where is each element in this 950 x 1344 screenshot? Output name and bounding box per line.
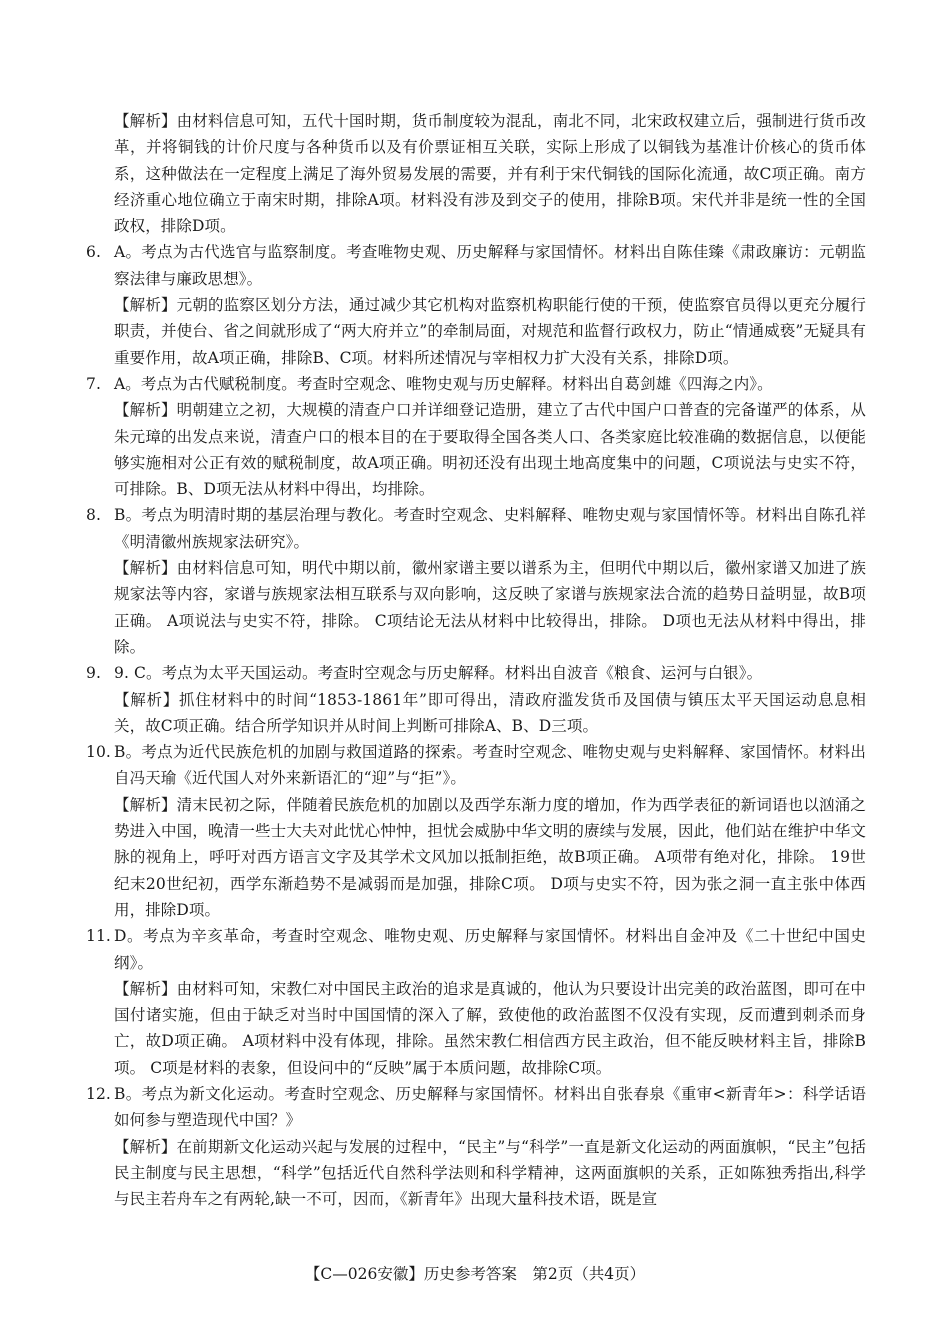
item-number: 11. [86, 927, 111, 946]
analysis-text: 【解析】由材料信息可知，明代中期以前，徽州家谱主要以谱系为主，但明代中期以后，徽州家谱又加进了族规家法等内容，家谱与族规家法相互联系与双向影响，这反映了家谱与族规家法合流的趋势日益明显，故B项正确。 A项说法与史实不符，排除。 C项结论无法从材料中比较得出，排除。 D项也无法从材料中得出，排除。 [114, 559, 866, 656]
answer-item-7 [86, 371, 866, 502]
analysis-text: 【解析】清末民初之际，伴随着民族危机的加剧以及西学东渐力度的增加，作为西学表征的新词语也以汹涌之势进入中国，晚清一些士大夫对此忧心忡忡，担忧会威胁中华文明的赓续与发展，因此，他们站在维护中华文脉的视角上，呼吁对西方语言文字及其学术文风加以抵制拒绝，故B项正确。 A项带有绝对化，排除。 19世纪末20世纪初，西学东渐趋势不是减弱而是加强，排除C项。 D项与史实不符，因为张之洞一直主张中体西用，排除D项。 [114, 795, 866, 919]
analysis-text: 【解析】抓住材料中的时间“1853-1861年”即可得出，清政府滥发货币及国债与镇压太平天国运动息息相关，故C项正确。结合所学知识并从时间上判断可排除A、B、D三项。 [114, 690, 866, 735]
item-number: 6. [86, 243, 101, 262]
answer-text: A。考点为古代赋税制度。考查时空观念、唯物史观与历史解释。材料出自葛剑雄《四海之内》。 [114, 374, 773, 393]
answer-text: B。考点为明清时期的基层治理与教化。考查时空观念、史料解释、唯物史观与家国情怀等。材料出自陈孔祥《明清徽州族规家法研究》。 [114, 506, 866, 551]
answer-item-12 [86, 1081, 866, 1212]
answer-content [86, 108, 866, 1212]
answer-text: D。考点为辛亥革命，考查时空观念、唯物史观、历史解释与家国情怀。材料出自金冲及《二十世纪中国史纲》。 [114, 927, 866, 972]
answer-item-11 [86, 923, 866, 1081]
answer-item-10 [86, 739, 866, 923]
answer-item-9 [86, 660, 866, 739]
item-number: 10. [86, 743, 111, 762]
item-number: 8. [86, 506, 101, 525]
analysis-text: 【解析】在前期新文化运动兴起与发展的过程中，“民主”与“科学”一直是新文化运动的两面旗帜，“民主”包括民主制度与民主思想，“科学”包括近代自然科学法则和科学精神，这两面旗帜的关系，正如陈独秀指出,科学与民主若舟车之有两轮,缺一不可，因而，《新青年》出现大量科技术语，既是宣 [114, 1137, 866, 1209]
analysis-item-5: 【解析】由材料信息可知，五代十国时期，货币制度较为混乱，南北不同，北宋政权建立后，强制进行货币改革，并将铜钱的计价尺度与各种货币以及有价票证相互关联，实际上形成了以铜钱为基准计价核心的货币体系，这种做法在一定程度上满足了海外贸易发展的需要，并有利于宋代铜钱的国际化流通，故C项正确。南方经济重心地位确立于南宋时期，排除A项。材料没有涉及到交子的使用，排除B项。宋代并非是统一性的全国政权，排除D项。 [114, 112, 866, 236]
answer-item-8 [86, 502, 866, 660]
answer-text: 9. C。考点为太平天国运动。考查时空观念与历史解释。材料出自波音《粮食、运河与白银》。 [114, 664, 763, 683]
answer-text: B。考点为新文化运动。考查时空观念、历史解释与家国情怀。材料出自张春泉《重审<新青年>：科学话语如何参与塑造现代中国？》 [114, 1084, 866, 1130]
item-number: 7. [86, 374, 101, 393]
item-number: 9. [86, 664, 101, 683]
analysis-text: 【解析】元朝的监察区划分方法，通过减少其它机构对监察机构职能行使的干预，使监察官员得以更充分履行职责，并使台、省之间就形成了“两大府并立”的牵制局面，对规范和监督行政权力，防止“情通威亵”无疑具有重要作用，故A项正确，排除B、C项。材料所述情况与宰相权力扩大没有关系，排除D项。 [114, 296, 866, 367]
analysis-text: 【解析】由材料可知，宋教仁对中国民主政治的追求是真诚的，他认为只要设计出完美的政治蓝图，即可在中国付诸实施，但由于缺乏对当时中国国情的深入了解，致使他的政治蓝图不仅没有实现，反而遭到刺杀而身亡，故D项正确。 A项材料中没有体现，排除。虽然宋教仁相信西方民主政治，但不能反映材料主旨，排除B项。 C项是材料的表象，但设问中的“反映”属于本质问题，故排除C项。 [114, 979, 866, 1077]
answer-item-6 [86, 239, 866, 370]
analysis-text: 【解析】明朝建立之初，大规模的清查户口并详细登记造册，建立了古代中国户口普查的完备谨严的体系，从朱元璋的出发点来说，清查户口的根本目的在于要取得全国各类人口、各类家庭比较准确的数据信息，以便能够实施相对公正有效的赋税制度，故A项正确。明初还没有出现土地高度集中的问题，C项说法与史实不符，可排除。B、D项无法从材料中得出，均排除。 [114, 401, 866, 499]
answer-text: A。考点为古代选官与监察制度。考查唯物史观、历史解释与家国情怀。材料出自陈佳臻《肃政廉访：元朝监察法律与廉政思想》。 [114, 243, 866, 288]
answer-text: B。考点为近代民族危机的加剧与救国道路的探索。考查时空观念、唯物史观与史料解释、家国情怀。材料出自冯天瑜《近代国人对外来新语汇的“迎”与“拒”》。 [114, 743, 866, 788]
item-number: 12. [86, 1084, 111, 1103]
page-footer: 【C—026安徽】历史参考答案 第2页（共4页） [304, 1265, 646, 1283]
